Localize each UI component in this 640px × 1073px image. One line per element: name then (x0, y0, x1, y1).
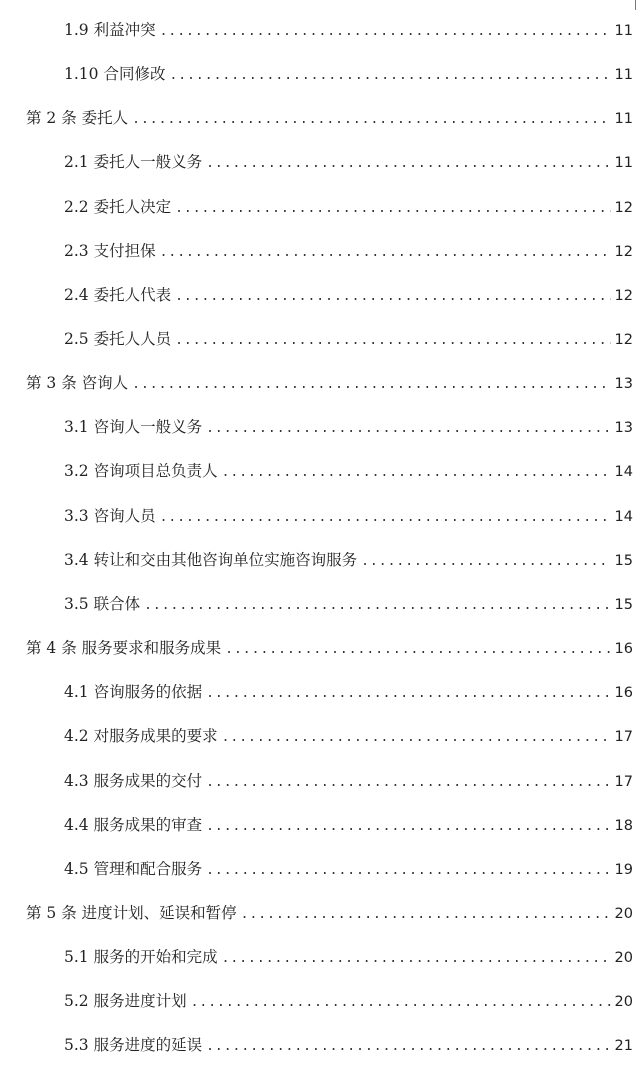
toc-entry-label: 3.1 咨询人一般义务 (64, 418, 203, 436)
toc-entry[interactable] (64, 990, 633, 1014)
toc-entry-label: 5.2 服务进度计划 (64, 992, 187, 1010)
dot-leader (175, 330, 610, 352)
toc-entry-page: 14 (614, 509, 633, 525)
toc-entry-label: 1.10 合同修改 (64, 65, 166, 83)
toc-entry-label: 3.5 联合体 (64, 595, 141, 613)
toc-entry-page: 16 (614, 641, 633, 657)
toc-entry-label: 4.2 对服务成果的要求 (64, 727, 218, 745)
toc-entry-page: 17 (614, 729, 633, 745)
toc-entry-page: 11 (614, 155, 633, 171)
toc-entry[interactable] (64, 681, 633, 705)
toc-entry[interactable] (64, 725, 633, 749)
toc-entry-label: 2.3 支付担保 (64, 242, 156, 260)
toc-entry-page: 21 (614, 1038, 633, 1054)
toc-entry-label: 第 2 条 委托人 (26, 109, 129, 127)
dot-leader (175, 198, 610, 220)
toc-entry-page: 17 (614, 774, 633, 790)
toc-chapter-entry[interactable] (26, 902, 633, 926)
toc-entry-label: 3.3 咨询人员 (64, 507, 156, 525)
toc-entry[interactable] (64, 1034, 633, 1058)
dot-leader (132, 109, 610, 131)
toc-entry-label: 4.3 服务成果的交付 (64, 772, 203, 790)
toc-entry[interactable] (64, 19, 633, 43)
toc-entry[interactable] (64, 593, 633, 617)
dot-leader (169, 65, 610, 87)
toc-entry-label: 4.5 管理和配合服务 (64, 860, 203, 878)
toc-entry[interactable] (64, 460, 633, 484)
toc-entry[interactable] (64, 416, 633, 440)
toc-entry-page: 18 (614, 818, 633, 834)
toc-entry-page: 15 (614, 597, 633, 613)
toc-entry-page: 11 (614, 67, 633, 83)
toc-entry[interactable] (64, 328, 633, 352)
toc-entry-page: 19 (614, 862, 633, 878)
toc-chapter-entry[interactable] (26, 372, 633, 396)
toc-entry[interactable] (64, 814, 633, 838)
dot-leader (160, 507, 611, 529)
toc-entry-page: 20 (614, 906, 633, 922)
dot-leader (222, 462, 611, 484)
toc-entry-page: 15 (614, 553, 633, 569)
toc-entry-label: 第 5 条 进度计划、延误和暂停 (26, 904, 237, 922)
toc-entry-label: 2.1 委托人一般义务 (64, 153, 203, 171)
toc-entry-page: 12 (614, 288, 633, 304)
dot-leader (206, 1036, 610, 1058)
toc-chapter-entry[interactable] (26, 107, 633, 131)
dot-leader (241, 904, 611, 926)
toc-entry-page: 12 (614, 244, 633, 260)
toc-entry-label: 4.1 咨询服务的依据 (64, 683, 203, 701)
toc-entry-page: 16 (614, 685, 633, 701)
dot-leader (206, 860, 610, 882)
dot-leader (206, 772, 610, 794)
toc-entry-page: 11 (614, 111, 633, 127)
toc-entry[interactable] (64, 151, 633, 175)
toc-entry-label: 第 4 条 服务要求和服务成果 (26, 639, 222, 657)
toc-entry-label: 5.3 服务进度的延误 (64, 1036, 203, 1054)
toc-entry-label: 2.4 委托人代表 (64, 286, 172, 304)
dot-leader (144, 595, 610, 617)
toc-entry[interactable] (64, 946, 633, 970)
toc-entry-page: 14 (614, 464, 633, 480)
toc-entry[interactable] (64, 505, 633, 529)
toc-entry-label: 2.5 委托人人员 (64, 330, 172, 348)
dot-leader (206, 683, 610, 705)
toc-entry-page: 13 (614, 420, 633, 436)
toc-entry-label: 第 3 条 咨询人 (26, 374, 129, 392)
dot-leader (160, 242, 611, 264)
dot-leader (361, 551, 610, 573)
dot-leader (225, 639, 610, 661)
toc-entry-label: 2.2 委托人决定 (64, 198, 172, 216)
toc-entry-page: 20 (614, 994, 633, 1010)
dot-leader (175, 286, 610, 308)
dot-leader (222, 727, 611, 749)
toc-entry-page: 11 (614, 23, 633, 39)
dot-leader (206, 816, 610, 838)
toc-entry-label: 1.9 利益冲突 (64, 21, 156, 39)
dot-leader (132, 374, 610, 396)
toc-entry-page: 12 (614, 200, 633, 216)
page-edge-mark (635, 0, 636, 10)
dot-leader (160, 21, 611, 43)
toc-entry-page: 13 (614, 376, 633, 392)
dot-leader (206, 418, 610, 440)
toc-chapter-entry[interactable] (26, 637, 633, 661)
dot-leader (222, 948, 611, 970)
toc-entry[interactable] (64, 770, 633, 794)
toc-entry-label: 3.2 咨询项目总负责人 (64, 462, 218, 480)
toc-entry-label: 3.4 转让和交由其他咨询单位实施咨询服务 (64, 551, 358, 569)
toc-entry-label: 4.4 服务成果的审查 (64, 816, 203, 834)
toc-entry-page: 20 (614, 950, 633, 966)
toc-entry[interactable] (64, 196, 633, 220)
toc-entry[interactable] (64, 63, 633, 87)
toc-entry-label: 5.1 服务的开始和完成 (64, 948, 218, 966)
toc-entry[interactable] (64, 240, 633, 264)
dot-leader (191, 992, 611, 1014)
toc-entry[interactable] (64, 284, 633, 308)
toc-entry-page: 12 (614, 332, 633, 348)
toc-entry[interactable] (64, 549, 633, 573)
toc-entry[interactable] (64, 858, 633, 882)
dot-leader (206, 153, 610, 175)
